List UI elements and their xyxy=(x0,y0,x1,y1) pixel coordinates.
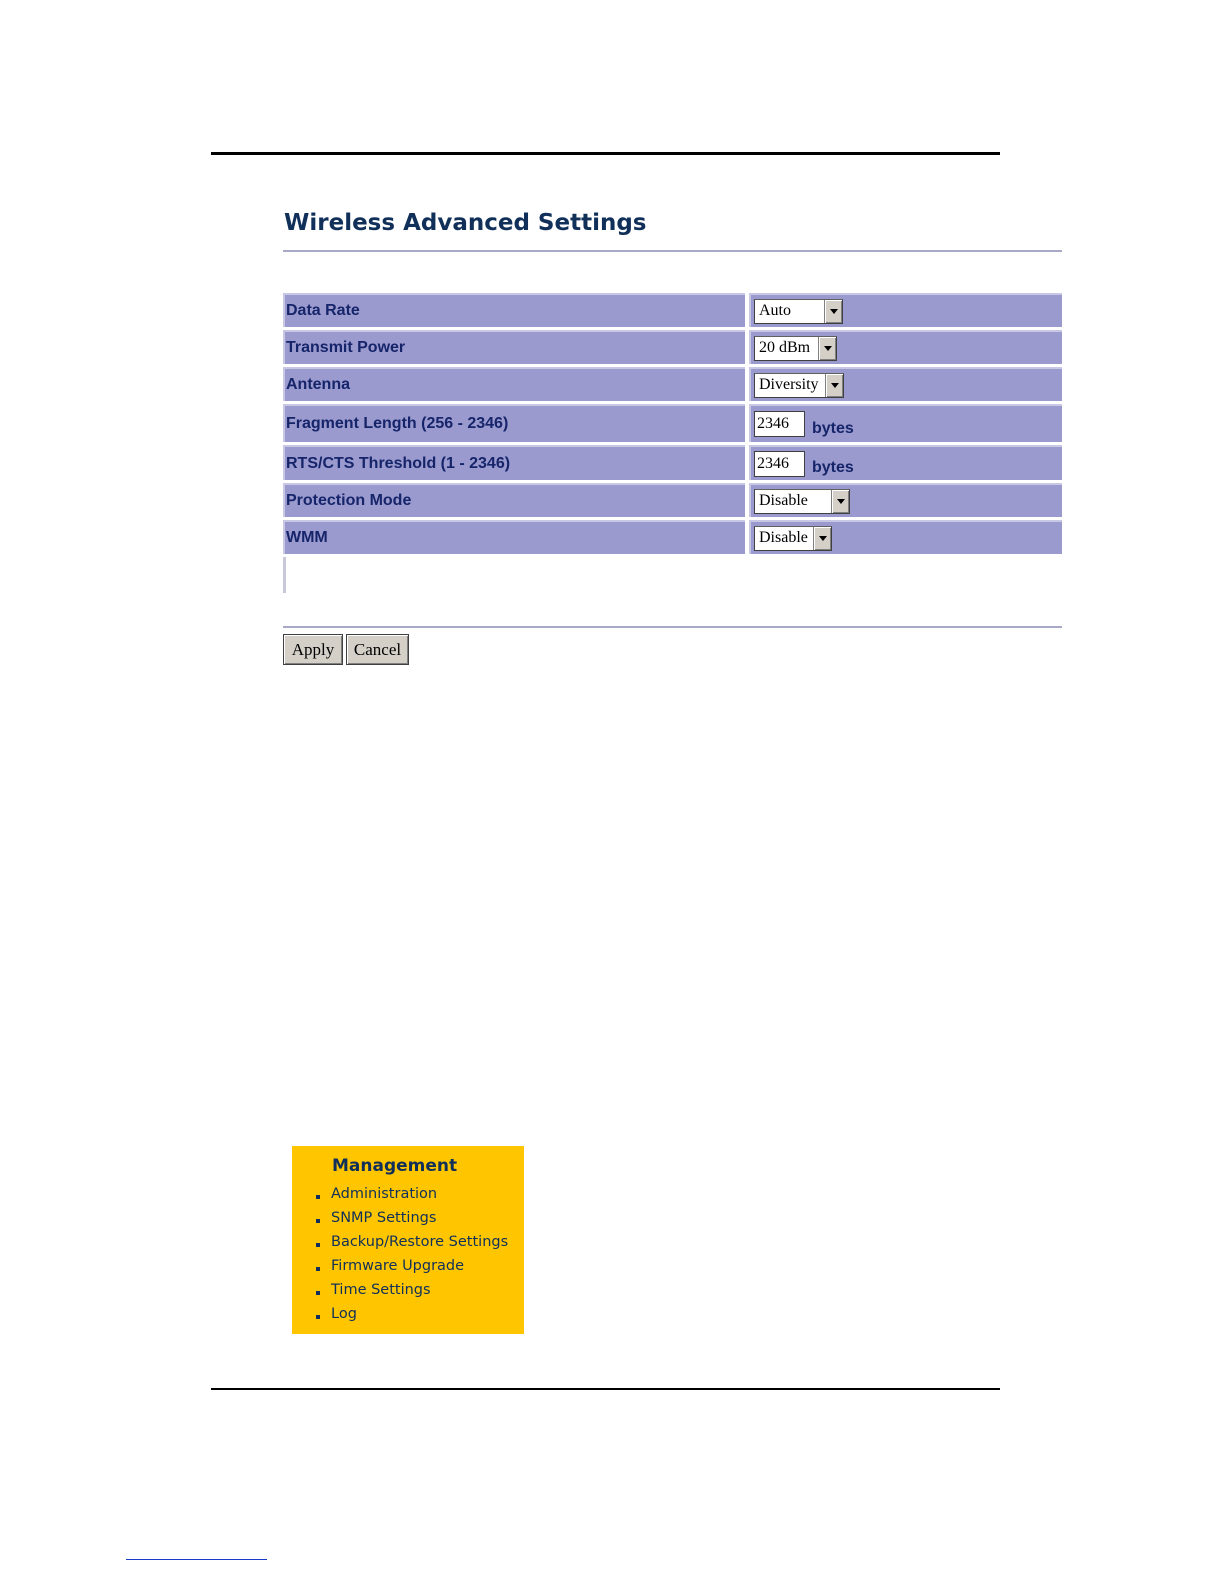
menu-item-label: SNMP Settings xyxy=(331,1210,437,1226)
dropdown-arrow-icon[interactable] xyxy=(818,337,836,360)
setting-row-fragment-length xyxy=(283,404,1062,442)
select-value: Auto xyxy=(759,302,791,319)
cancel-button[interactable]: Cancel xyxy=(346,634,409,665)
setting-value-cell xyxy=(749,483,1062,517)
apply-button[interactable]: Apply xyxy=(283,634,343,665)
empty-row-edge xyxy=(283,557,286,593)
fragment-length-input[interactable]: 2346 xyxy=(754,411,805,437)
header-rule xyxy=(211,152,1000,155)
menu-item-time-settings[interactable] xyxy=(316,1278,508,1302)
setting-row-protection-mode xyxy=(283,483,1062,517)
setting-label: Data Rate xyxy=(283,293,745,327)
bullet-icon xyxy=(316,1267,320,1271)
dropdown-arrow-icon[interactable] xyxy=(831,490,849,513)
footer-rule xyxy=(211,1388,1000,1390)
setting-row-data-rate xyxy=(283,293,1062,327)
select-value: Disable xyxy=(759,529,808,546)
protection-mode-select[interactable] xyxy=(754,489,850,514)
setting-value-cell xyxy=(749,367,1062,401)
management-menu xyxy=(292,1146,524,1334)
settings-table xyxy=(283,293,1062,557)
menu-item-label: Log xyxy=(331,1306,357,1322)
menu-item-administration[interactable] xyxy=(316,1182,508,1206)
management-menu-list xyxy=(316,1182,508,1326)
setting-value-cell xyxy=(749,520,1062,554)
select-value: 20 dBm xyxy=(759,339,811,356)
dropdown-arrow-icon[interactable] xyxy=(813,527,831,550)
setting-row-wmm xyxy=(283,520,1062,554)
wmm-select[interactable] xyxy=(754,526,832,551)
menu-item-snmp-settings[interactable] xyxy=(316,1206,508,1230)
bullet-icon xyxy=(316,1195,320,1199)
setting-label: Transmit Power xyxy=(283,330,745,364)
bullet-icon xyxy=(316,1315,320,1319)
rts-cts-threshold-input[interactable]: 2346 xyxy=(754,451,805,477)
menu-item-firmware-upgrade[interactable] xyxy=(316,1254,508,1278)
form-divider xyxy=(283,626,1062,628)
setting-value-cell xyxy=(749,330,1062,364)
bullet-icon xyxy=(316,1243,320,1247)
setting-label: Fragment Length (256 - 2346) xyxy=(283,404,745,442)
bullet-icon xyxy=(316,1291,320,1295)
setting-label: Antenna xyxy=(283,367,745,401)
dropdown-arrow-icon[interactable] xyxy=(825,374,843,397)
transmit-power-select[interactable] xyxy=(754,336,837,361)
menu-item-label: Time Settings xyxy=(331,1282,431,1298)
setting-value-cell xyxy=(749,293,1062,327)
setting-value-cell xyxy=(749,404,1062,442)
dropdown-arrow-icon[interactable] xyxy=(824,300,842,323)
menu-item-label: Firmware Upgrade xyxy=(331,1258,465,1274)
unit-label: bytes xyxy=(812,459,854,476)
title-divider xyxy=(283,250,1062,252)
select-value: Diversity xyxy=(759,376,819,393)
data-rate-select[interactable] xyxy=(754,299,843,324)
menu-item-log[interactable] xyxy=(316,1302,508,1326)
footnote-rule xyxy=(126,1559,267,1560)
setting-row-transmit-power xyxy=(283,330,1062,364)
antenna-select[interactable] xyxy=(754,373,844,398)
bullet-icon xyxy=(316,1219,320,1223)
setting-row-antenna xyxy=(283,367,1062,401)
setting-label: RTS/CTS Threshold (1 - 2346) xyxy=(283,445,745,480)
menu-item-label: Backup/Restore Settings xyxy=(331,1234,509,1250)
management-menu-title: Management xyxy=(332,1156,458,1176)
setting-value-cell xyxy=(749,445,1062,480)
select-value: Disable xyxy=(759,492,808,509)
menu-item-backup-restore-settings[interactable] xyxy=(316,1230,508,1254)
setting-label: WMM xyxy=(283,520,745,554)
menu-item-label: Administration xyxy=(331,1186,438,1202)
setting-row-rts-cts-threshold xyxy=(283,445,1062,480)
setting-label: Protection Mode xyxy=(283,483,745,517)
unit-label: bytes xyxy=(812,419,854,437)
page-title: Wireless Advanced Settings xyxy=(284,210,647,236)
